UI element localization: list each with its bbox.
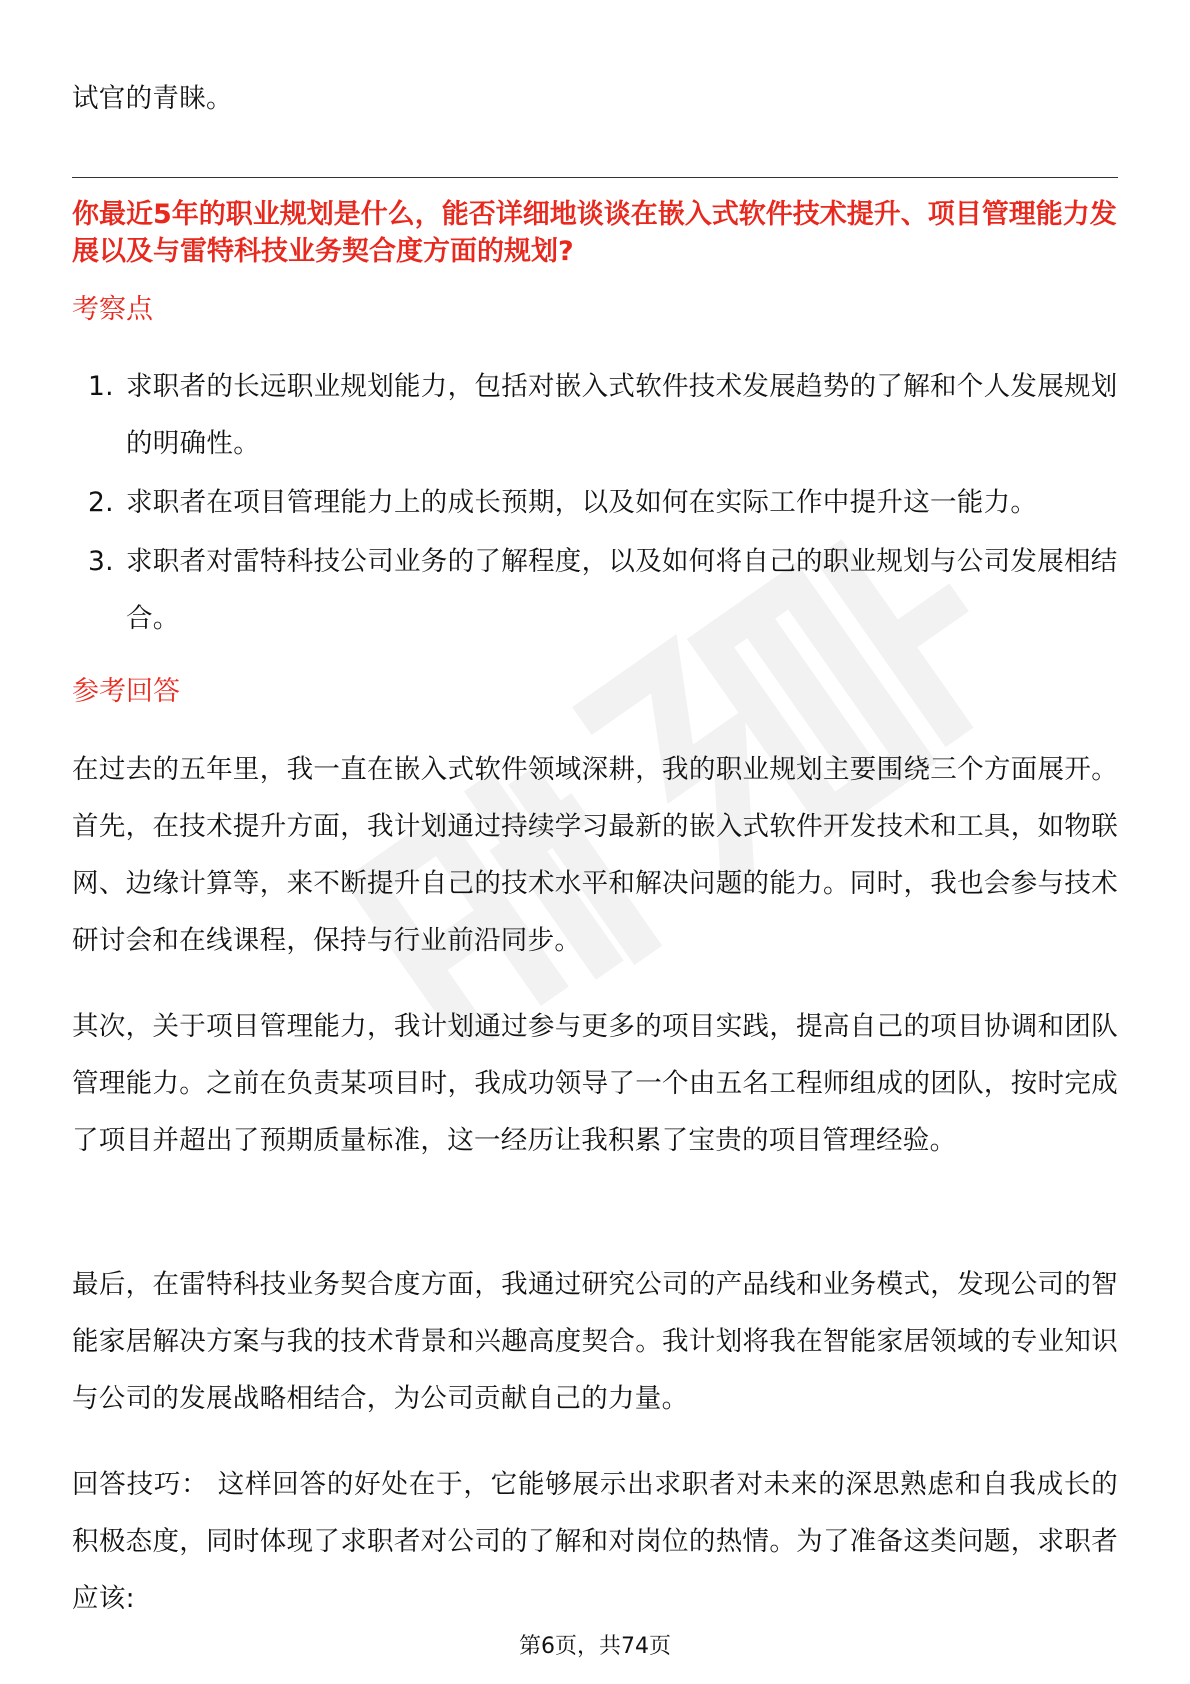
intro-text-tail: 试官的青睐。 — [72, 83, 233, 114]
list-item-number: 2. — [88, 487, 114, 518]
answer-paragraph: 在过去的五年里，我一直在嵌入式软件领域深耕，我的职业规划主要围绕三个方面展开。首先，在技术提升方面，我计划通过持续学习最新的嵌入式软件开发技术和工具，如物联网、边缘计算等，来不断提升自己的技术水平和解决问题的能力。同时，我也会参与技术研讨会和在线课程，保持与行业前沿同步。 — [72, 754, 1118, 956]
answer-tips-paragraph: 回答技巧： 这样回答的好处在于，它能够展示出求职者对未来的深思熟虑和自我成长的积极态度，同时体现了求职者对公司的了解和对岗位的热情。为了准备这类问题，求职者应该: — [72, 1469, 1118, 1614]
list-item-number: 1. — [88, 371, 114, 402]
list-item-text: 求职者在项目管理能力上的成长预期，以及如何在实际工作中提升这一能力。 — [126, 487, 1038, 518]
list-item — [72, 474, 1118, 531]
answer-heading: 参考回答 — [72, 676, 180, 707]
section-divider — [72, 177, 1118, 178]
list-item-number: 3. — [88, 546, 114, 577]
assessment-points-list — [72, 358, 1118, 649]
answer-paragraph: 其次，关于项目管理能力，我计划通过参与更多的项目实践，提高自己的项目协调和团队管理能力。之前在负责某项目时，我成功领导了一个由五名工程师组成的团队，按时完成了项目并超出了预期质量标准，这一经历让我积累了宝贵的项目管理经验。 — [72, 1011, 1118, 1156]
page-number-footer: 第6页，共74页 — [519, 1634, 671, 1659]
list-item — [72, 358, 1118, 472]
list-item — [72, 533, 1118, 647]
points-heading: 考察点 — [72, 294, 153, 325]
answer-paragraph: 最后，在雷特科技业务契合度方面，我通过研究公司的产品线和业务模式，发现公司的智能家居解决方案与我的技术背景和兴趣高度契合。我计划将我在智能家居领域的专业知识与公司的发展战略相结合，为公司贡献自己的力量。 — [72, 1269, 1118, 1414]
document-page — [72, 0, 1118, 1684]
list-item-text: 求职者的长远职业规划能力，包括对嵌入式软件技术发展趋势的了解和个人发展规划的明确性。 — [126, 371, 1118, 459]
question-heading: 你最近5年的职业规划是什么，能否详细地谈谈在嵌入式软件技术提升、项目管理能力发展以及与雷特科技业务契合度方面的规划? — [72, 199, 1117, 267]
list-item-text: 求职者对雷特科技公司业务的了解程度，以及如何将自己的职业规划与公司发展相结合。 — [126, 546, 1118, 634]
